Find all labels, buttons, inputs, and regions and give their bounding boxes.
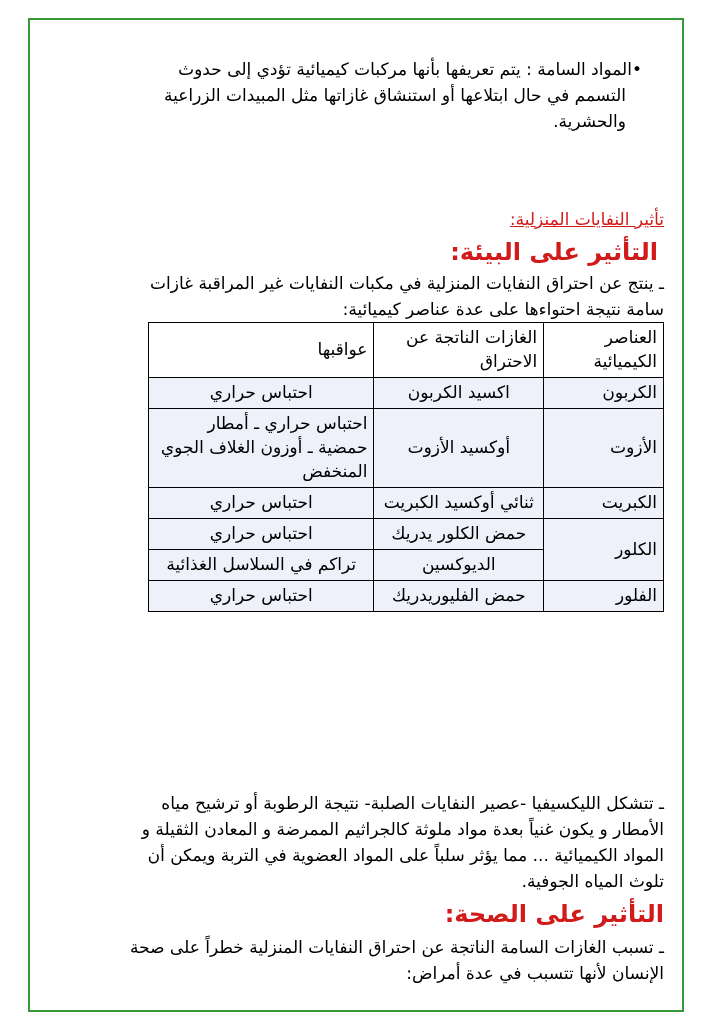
env-heading: التأثير على البيئة: xyxy=(450,238,658,266)
lixiviat-line-4: تلوث المياه الجوفية. xyxy=(521,872,664,892)
cell-effect: احتباس حراري xyxy=(149,488,374,519)
table-row xyxy=(149,581,664,612)
header-gases: الغازات الناتجة عن الاحتراق xyxy=(374,323,544,378)
cell-element: الكربون xyxy=(544,378,664,409)
env-para-line-1: ـ ينتج عن احتراق النفايات المنزلية في مكبات النفايات غير المراقبة غازات xyxy=(150,274,664,294)
cell-element: الكبريت xyxy=(544,488,664,519)
intro-line-2: التسمم في حال ابتلاعها أو استنشاق غازاتها مثل المبيدات الزراعية xyxy=(164,86,626,106)
header-elements: العناصر الكيميائية xyxy=(544,323,664,378)
table-row xyxy=(149,519,664,550)
health-heading: التأثير على الصحة: xyxy=(444,900,664,928)
intro-line-3: والحشرية. xyxy=(553,112,626,132)
cell-element: الأزوت xyxy=(544,409,664,488)
intro-line-1: •المواد السامة : يتم تعريفها بأنها مركبات كيميائية تؤدي إلى حدوث xyxy=(178,60,642,80)
table-row xyxy=(149,378,664,409)
cell-effect: احتباس حراري xyxy=(149,581,374,612)
elements-table xyxy=(148,322,664,612)
lixiviat-line-2: الأمطار و يكون غنياً بعدة مواد ملوثة كالجراثيم الممرضة و المعادن الثقيلة و xyxy=(141,820,664,840)
cell-effect: احتباس حراري xyxy=(149,378,374,409)
cell-effect: احتباس حراري ـ أمطار حمضية ـ أوزون الغلاف الجوي المنخفض xyxy=(149,409,374,488)
env-para-line-2: سامة نتيجة احتواءها على عدة عناصر كيميائية: xyxy=(342,300,664,320)
table-row xyxy=(149,409,664,488)
cell-gas: ثنائي أوكسيد الكبريت xyxy=(374,488,544,519)
health-para-line-1: ـ تسبب الغازات السامة الناتجة عن احتراق النفايات المنزلية خطراً على صحة xyxy=(129,938,664,958)
health-para-line-2: الإنسان لأنها تتسبب في عدة أمراض: xyxy=(406,964,664,984)
cell-gas: حمض الكلور يدريك xyxy=(374,519,544,550)
cell-gas: اكسيد الكربون xyxy=(374,378,544,409)
header-effects: عواقبها xyxy=(149,323,374,378)
cell-gas: حمض الفليوريدريك xyxy=(374,581,544,612)
lixiviat-line-1: ـ تتشكل الليكسيفيا -عصير النفايات الصلبة- نتيجة الرطوبة أو ترشيح مياه xyxy=(161,794,664,814)
cell-gas: الديوكسين xyxy=(374,550,544,581)
cell-effect: تراكم في السلاسل الغذائية xyxy=(149,550,374,581)
section-title: تأثير النفايات المنزلية: xyxy=(509,210,664,230)
lixiviat-line-3: المواد الكيميائية ... مما يؤثر سلباً على المواد العضوية في التربة ويمكن أن xyxy=(147,846,664,866)
table-header-row xyxy=(149,323,664,378)
cell-gas: أوكسيد الأزوت xyxy=(374,409,544,488)
cell-element: الفلور xyxy=(544,581,664,612)
table-row xyxy=(149,488,664,519)
cell-effect: احتباس حراري xyxy=(149,519,374,550)
cell-element: الكلور xyxy=(544,519,664,581)
